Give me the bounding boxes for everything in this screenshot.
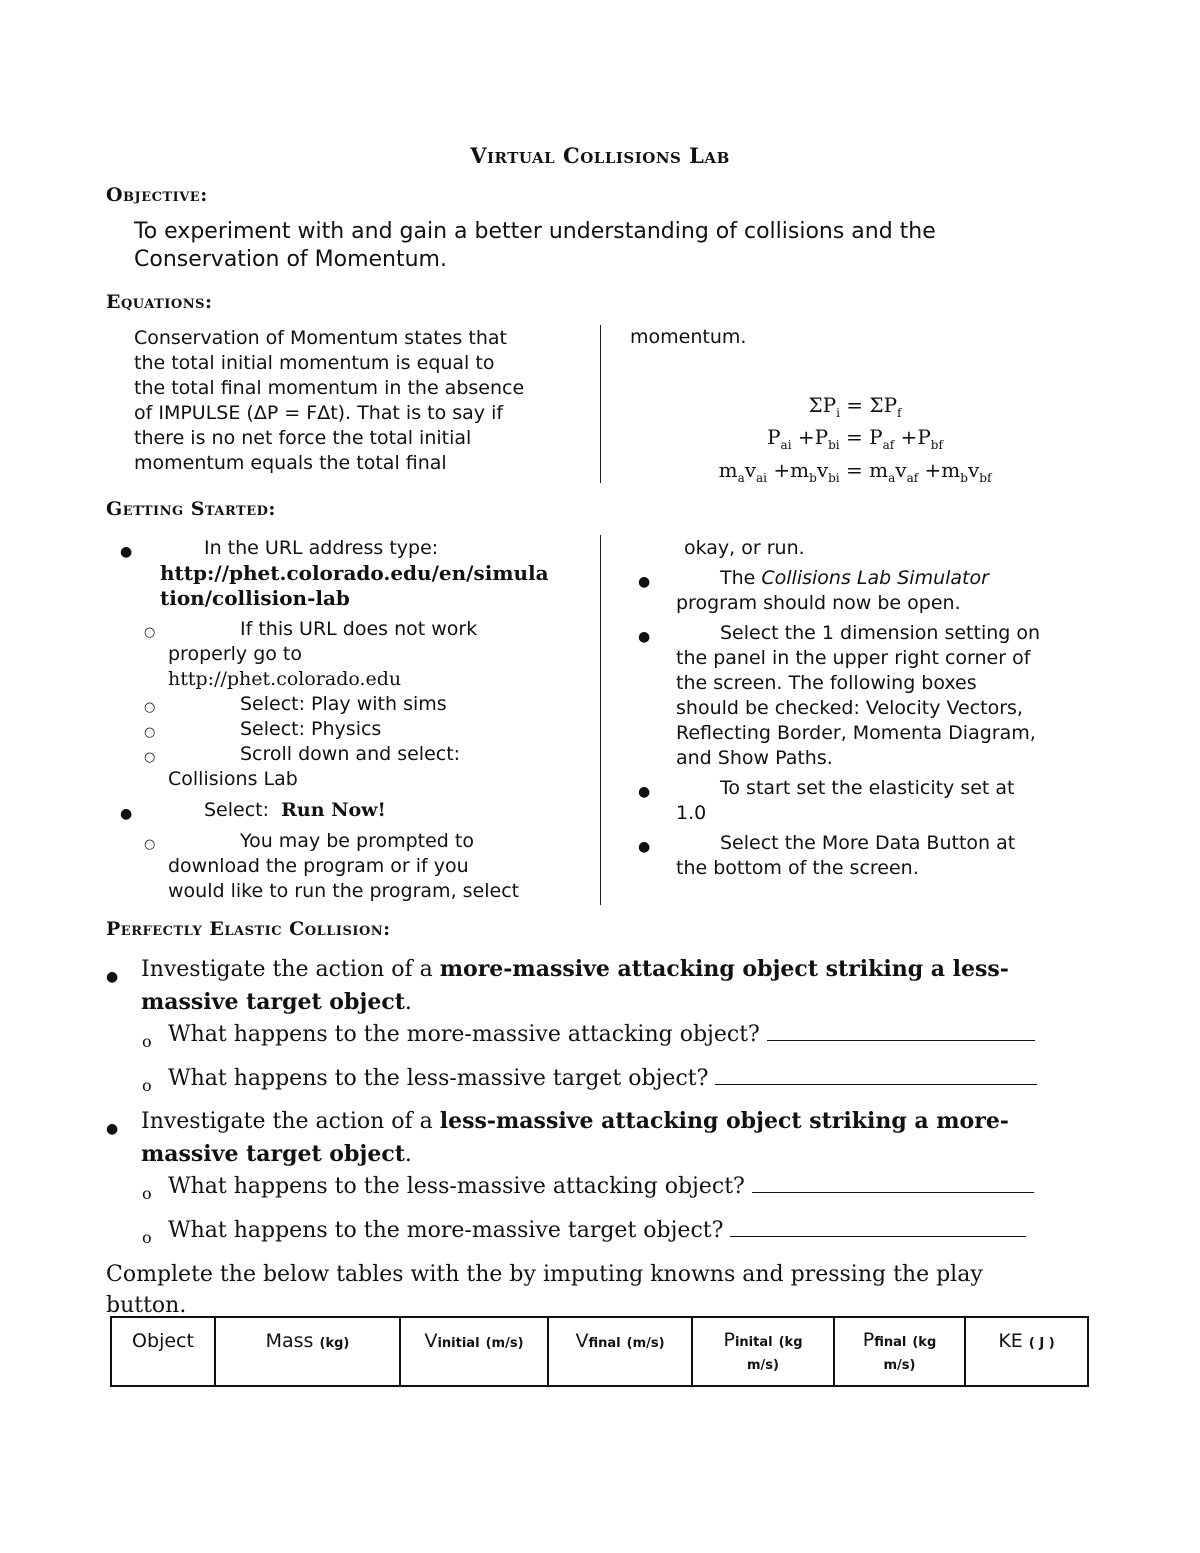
col-p-initial-unit-2: m/s)	[747, 1358, 779, 1373]
gs-run-now	[106, 798, 586, 823]
elastic-heading: Perfectly Elastic Collision:	[106, 918, 391, 940]
gs-more-2: the bottom of the screen.	[676, 857, 919, 879]
circle-bullet-icon: o	[142, 1032, 152, 1051]
elastic-section	[106, 953, 1096, 1321]
gs-sim-1	[630, 566, 1100, 591]
gs-elast-2: 1.0	[676, 802, 707, 824]
gs-dim-5: Reflecting Border, Momenta Diagram,	[676, 722, 1036, 744]
q3-answer-blank[interactable]	[752, 1174, 1034, 1193]
col-mass-unit: (kg)	[319, 1336, 350, 1351]
table-header-row	[111, 1317, 1088, 1386]
gs-dim-6: and Show Paths.	[676, 747, 833, 769]
gs-prompt-4: okay, or run.	[684, 537, 805, 559]
objective-text	[134, 218, 1034, 274]
inv2-bold-1: less-massive attacking object striking a more-	[439, 1108, 1009, 1134]
q2-text: What happens to the less-massive target object?	[168, 1066, 709, 1091]
gs-elast-1: To start set the elasticity set at	[720, 777, 1015, 799]
bullet-icon: ●	[106, 969, 119, 985]
gs-fallback-2: properly go to	[168, 643, 303, 665]
inv2-period: .	[404, 1142, 412, 1167]
bullet-icon: ●	[638, 784, 651, 800]
inv2-prefix: Investigate the action of a	[141, 1109, 440, 1134]
gs-more-1: Select the More Data Button at	[720, 832, 1016, 854]
q4-text: What happens to the more-massive target object?	[168, 1218, 724, 1243]
gs-dim-4: should be checked: Velocity Vectors,	[676, 697, 1023, 719]
eq-line-2: the total initial momentum is equal to	[134, 352, 495, 374]
eq-line-1: Conservation of Momentum states that	[134, 327, 507, 349]
column-divider-2	[600, 535, 601, 905]
col-v-final-label: V	[575, 1330, 589, 1352]
gs-dim-1: Select the 1 dimension setting on	[720, 622, 1041, 644]
formula-sum: $\Sigma P_i = \Sigma P_f$	[808, 393, 902, 420]
gs-url-link-2[interactable]: tion/collision-lab	[160, 586, 350, 610]
gs-sim-italic: Collisions Lab Simulator	[761, 567, 989, 589]
gs-url-intro: In the URL address type:	[204, 537, 439, 559]
q4-answer-blank[interactable]	[730, 1218, 1026, 1237]
inv1-line-2	[106, 986, 1096, 1019]
complete-line-1: Complete the below tables with the by imputing knowns and pressing the play	[106, 1262, 983, 1287]
inv1-line-1	[106, 953, 1096, 986]
inv1-bold-1: more-massive attacking object striking a less-	[439, 956, 1009, 982]
gs-sim-2: program should now be open.	[676, 592, 961, 614]
col-v-initial-label: V	[424, 1330, 438, 1352]
complete-line-2: button.	[106, 1293, 187, 1318]
inv1-period: .	[404, 990, 412, 1015]
col-v-final	[548, 1317, 692, 1386]
circle-bullet-icon: o	[142, 1228, 152, 1247]
gs-url-link-1[interactable]: http://phet.colorado.edu/en/simula	[160, 561, 549, 585]
gs-sim-prefix: The	[720, 567, 762, 589]
inv2-bold-2: massive target object	[141, 1141, 405, 1167]
gs-dim-2: the panel in the upper right corner of	[676, 647, 1031, 669]
gs-run-prefix: Select:	[204, 799, 282, 821]
col-v-initial-sub: initial	[437, 1336, 480, 1351]
col-ke	[965, 1317, 1088, 1386]
complete-instructions	[106, 1259, 1096, 1321]
col-v-final-unit: (m/s)	[626, 1336, 665, 1351]
data-table	[110, 1316, 1089, 1387]
col-p-final-unit-1: (kg	[912, 1335, 937, 1350]
circle-bullet-icon: o	[142, 1076, 152, 1095]
gs-select-play: Select: Play with sims	[240, 693, 447, 715]
col-object-label: Object	[132, 1330, 194, 1352]
objective-line-1: To experiment with and gain a better understanding of collisions and the	[134, 219, 936, 244]
gs-fallback-1: If this URL does not work	[240, 618, 478, 640]
col-p-final-unit-2: m/s)	[883, 1358, 916, 1373]
column-divider	[600, 325, 601, 483]
eq-line-3: the total final momentum in the absence	[134, 377, 525, 399]
col-p-initial-sub: inital	[734, 1335, 773, 1350]
col-p-initial-label: P	[723, 1329, 735, 1351]
formula-mass-velocity: $m_av_{ai} +m_bv_{bi} = m_av_{af} +m_bv_{bf}$	[718, 458, 992, 485]
col-v-final-sub: final	[588, 1336, 621, 1351]
inv2-line-1	[106, 1105, 1096, 1138]
col-p-initial	[692, 1317, 834, 1386]
bullet-icon: ●	[638, 839, 651, 855]
gs-right-column	[630, 536, 1100, 881]
bullet-icon: ●	[120, 544, 133, 560]
gs-fallback-link[interactable]: http://phet.colorado.edu	[168, 668, 402, 690]
page-title: Virtual Collisions Lab	[470, 143, 730, 168]
q2-row	[106, 1063, 1096, 1095]
circle-bullet-icon: ○	[144, 625, 156, 640]
circle-bullet-icon: ○	[144, 750, 156, 765]
eq-line-4: of IMPULSE (ΔP = FΔt). That is to say if	[134, 402, 504, 424]
circle-bullet-icon: ○	[144, 725, 156, 740]
circle-bullet-icon: ○	[144, 700, 156, 715]
eq-line-6: momentum equals the total final	[134, 452, 447, 474]
q2-answer-blank[interactable]	[715, 1066, 1037, 1085]
gs-left-column	[106, 536, 586, 904]
formula-momentum: $P_{ai} +P_{bi} = P_{af} +P_{bf}$	[767, 425, 943, 452]
col-v-initial	[400, 1317, 548, 1386]
col-mass-label: Mass	[265, 1330, 314, 1352]
col-p-initial-unit-1: (kg	[778, 1335, 803, 1350]
q3-row	[106, 1171, 1096, 1203]
q1-row	[106, 1019, 1096, 1051]
q1-answer-blank[interactable]	[767, 1022, 1035, 1041]
eq-continuation: momentum.	[630, 326, 747, 348]
equations-heading: Equations:	[106, 291, 213, 313]
bullet-icon: ●	[106, 1121, 119, 1137]
objective-line-2: Conservation of Momentum.	[134, 247, 447, 272]
col-p-final-sub: final	[874, 1335, 907, 1350]
col-v-initial-unit: (m/s)	[485, 1336, 524, 1351]
q1-text: What happens to the more-massive attacking object?	[168, 1022, 760, 1047]
col-ke-unit: ( J )	[1028, 1336, 1055, 1351]
gs-dim-3: the screen. The following boxes	[676, 672, 977, 694]
circle-bullet-icon: o	[142, 1184, 152, 1203]
gs-prompt-2: download the program or if you	[168, 855, 469, 877]
bullet-icon: ●	[638, 629, 651, 645]
circle-bullet-icon: ○	[144, 837, 156, 852]
eq-line-5: there is no net force the total initial	[134, 427, 472, 449]
q3-text: What happens to the less-massive attacking object?	[168, 1174, 745, 1199]
gs-scroll-1: Scroll down and select:	[240, 743, 461, 765]
gs-prompt-1: You may be prompted to	[240, 830, 474, 852]
equations-text	[134, 326, 584, 476]
gs-scroll-2: Collisions Lab	[168, 768, 298, 790]
col-ke-label: KE	[998, 1330, 1023, 1352]
gs-prompt-3: would like to run the program, select	[168, 880, 520, 902]
col-object	[111, 1317, 215, 1386]
gs-run-bold: Run Now!	[281, 799, 386, 821]
col-mass	[215, 1317, 400, 1386]
col-p-final	[834, 1317, 965, 1386]
bullet-icon: ●	[120, 806, 133, 822]
getting-started-heading: Getting Started:	[106, 498, 276, 520]
col-p-final-label: P	[862, 1329, 875, 1351]
inv1-bold-2: massive target object	[141, 989, 405, 1015]
inv2-line-2	[106, 1138, 1096, 1171]
q4-row	[106, 1215, 1096, 1247]
inv1-prefix: Investigate the action of a	[141, 957, 440, 982]
objective-heading: Objective:	[106, 184, 208, 206]
bullet-icon: ●	[638, 574, 651, 590]
gs-select-physics: Select: Physics	[240, 718, 382, 740]
